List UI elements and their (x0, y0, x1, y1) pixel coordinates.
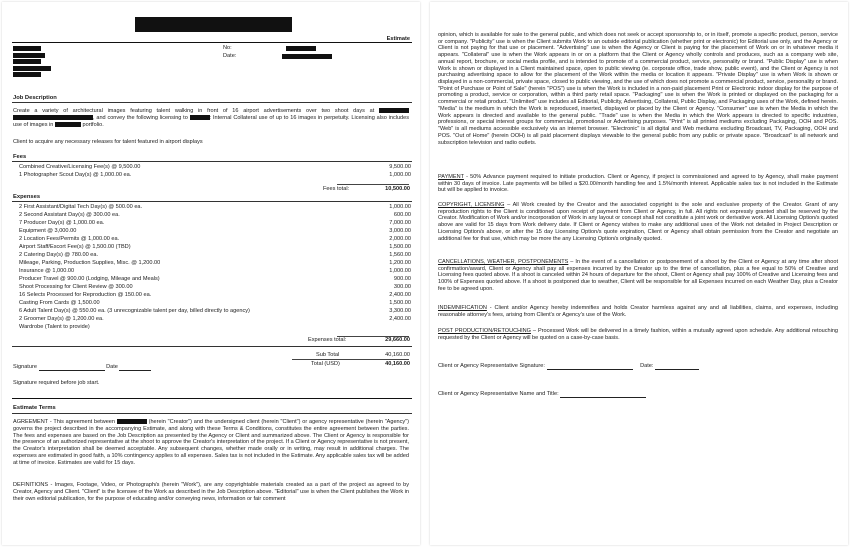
expenses-total-value: 29,660.00 (385, 337, 410, 343)
line-item (19, 276, 411, 284)
definitions-title: DEFINITIONS (13, 482, 49, 488)
client-address-redaction (13, 66, 51, 71)
line-item-amount: 1,500.00 (389, 244, 411, 250)
payment-title: PAYMENT (438, 174, 464, 180)
line-item-description: Equipment @ 3,000.00 (19, 228, 77, 234)
rep-name-field[interactable] (560, 392, 646, 398)
line-item (19, 252, 411, 260)
post-production-paragraph: POST PRODUCTION/RETOUCHING – Processed Work will be delivered in a timely fashion, within a mutually agreed upon schedule. Any additional retouching requested by the Client or Agency will be quoted on a case-by-case basis. (438, 328, 838, 341)
rep-signature-line (438, 363, 699, 370)
job-description-rule (12, 102, 412, 103)
signature-line (13, 364, 151, 371)
estimate-page-left (2, 2, 420, 545)
expenses-rule (12, 201, 412, 202)
line-item-amount: 2,400.00 (389, 292, 411, 298)
line-item-description: Insurance @ 1,000.00 (19, 268, 75, 274)
line-item-description: Shoot Processing for Client Review @ 300.00 (19, 284, 133, 290)
fees-total-label: Fees total: (323, 185, 350, 192)
expenses-total-label: Expenses total: (308, 337, 347, 343)
company-name-redaction (135, 17, 292, 32)
job-description-text: Create a variety of architectural images featuring talent walking in front of 16 airport advertisements over two shoot days at , and convey the following licensing to : Internal Collateral use of up to 16 images in perpetuity. Licensing also includes use of images in portfolio. (13, 108, 409, 128)
line-item-description: Combined Creative/Licensing Fee(s) @ 9,500.00 (19, 164, 141, 170)
agreement-paragraph: AGREEMENT - This agreement between (herein "Creator") and the undersigned client (herein "Client") or agency representative (herein "Agency") governs the project described in the accompanying Estimate, and along with these Terms & Conditions, constitutes the entire agreement between the parties. The fees and expenses are based on the Job Description as presented by the Agency or Client and summarized above. The Client or Agency is responsible for the presence of an authorized representative at the shoot to approve the Creator's interpretation of the project. If a Client or Agency representative is not present, the Creator's interpretation shall be deemed acceptable. Any subsequent changes, whether made orally or in writing, may result in additional charges. The expenses are estimated in good faith, a 10% contingency applies to all expenses. Sales tax is not included in the Estimate. Any applicable sales tax will be added at time of invoice. Estimates are valid for 15 days. (13, 419, 409, 466)
line-item (19, 172, 411, 180)
totals-rule (12, 346, 412, 347)
definitions-continued: opinion, which is available for sale to the general public, and which does not seek or accept sponsorship to, or in itself, promote a specific product, person, service or company. "Publicity" use is when the Client submits Work to an outside editorial publication (whether print or electronic) for Editorial use only, and the Agency or Client is not paying for that use or placement. "Advertising" use is when the Agency or Client is paying for the placement of Work on or in whatever media it appears. "Collateral" use is when the Work appears in or on a platform that the Client or Agency wholly controls and produces, such as a company web site, annual report, brochure, or social media profile, and is intended to promote of a commercial product, service, personality or brand. "Public Display" use is when Work is shown or displayed in a Client maintained space, open to public viewing (ie. corporate office, trade show, public event), and the Client or Agency is not purchasing advertising space to allow for the placement of the Work within the media or location it appears. "Private Display" use is when Work is shown or displayed in a non-commercial, private space, closed to public viewing, and the use of which does not promote a commercial product, service, personality or brand. "Point of Purchase or Point of Sale" (herein "POS") use is when the Work is included in a non-paid placement Print or Electronic indoor display for the purpose of promoting a product, service or corporation, within a third party retail space. "Packaging" use is when the Work is printed or displayed on the packaging for a commercial or retail product. "Unlimited" use includes all Editorial, Publicity, Advertising, Collateral, Public Display, and Packaging uses of the Work, defined herein. "Media" is the medium in which the Work is reproduced, inserted, displayed or placed by the Client or Agency. "Consumer" use is when the Media in which the Work appears is directed and available to the general public. "Trade" use is when the Media in which the Work appears is directed to specific industries, professions, or special interest groups for commercial, promotional or Advertising purposes. "Print" is all printed mediums excluding Packaging, OOH and POS. "Web" is all mediums accessible exclusively via an internet browser. "Electronic" is all digital and Web mediums excluding Broadcast, TV, Packaging, OOH and POS. "Out of Home" (herein OOH) is all paid placement displays viewable to the general public from any public or private space. "Broadcast" is all network and subscription television and radio outlets. (438, 32, 838, 146)
line-item-amount: 900.00 (393, 276, 411, 282)
line-item-amount: 1,500.00 (389, 300, 411, 306)
line-item-amount: 1,000.00 (389, 268, 411, 274)
terms-heading: Estimate Terms (13, 405, 56, 411)
line-item-amount: 2,000.00 (389, 236, 411, 242)
line-item (19, 212, 411, 220)
client-redaction (190, 115, 210, 120)
fees-heading: Fees (13, 154, 27, 160)
location-redaction (13, 115, 93, 120)
rep-date-field[interactable] (655, 364, 699, 370)
line-item-description: 1 Photographer Scout Day(s) @ 1,000.00 ea. (19, 171, 132, 178)
line-item-description: Producer Travel @ 900.00 (Lodging, Mileage and Meals) (19, 276, 160, 282)
rep-signature-field[interactable] (547, 364, 633, 370)
estimate-label: Estimate (386, 36, 410, 42)
line-item-description: 2 Groomer Day(s) @ 1,200.00 ea. (19, 316, 104, 322)
line-item-amount: 7,000.00 (389, 220, 411, 226)
line-item-description: Casting From Cards @ 1,500.00 (19, 300, 100, 306)
line-item (19, 164, 411, 172)
line-item (19, 284, 411, 292)
job-description-heading: Job Description (13, 95, 57, 101)
signature-field[interactable] (39, 365, 105, 371)
line-item (19, 236, 411, 244)
line-item-amount: 1,000.00 (389, 204, 411, 210)
client-address-redaction (13, 59, 41, 64)
client-address-redaction (13, 53, 45, 58)
line-item (19, 292, 411, 300)
cancellation-title: CANCELLATIONS, WEATHER, POSTPONEMENTS (438, 259, 569, 265)
estimate-no-label: No: (223, 45, 232, 51)
post-production-title: POST PRODUCTION/RETOUCHING (438, 328, 531, 334)
rep-date-label: Date: (640, 363, 654, 369)
indemnification-title: INDEMNIFICATION (438, 305, 487, 311)
line-item (19, 308, 411, 316)
job-description-note: Client to acquire any necessary releases for talent featured in airport displays (13, 139, 203, 145)
expenses-heading: Expenses (13, 194, 41, 200)
total-rule (292, 359, 409, 360)
signature-note: Signature required before job start. (13, 380, 100, 386)
copyright-paragraph: COPYRIGHT, LICENSING – All Work created by the Creator and the associated copyright is the sole and exclusive property of the Creator. Grant of any reproduction rights to the Client is conditioned upon receipt of payment from Client or Agency, in full. All rights not expressly granted shall be reserved by the Creator. Modification of Work and/or incorporation of Work in any layout or concept shall not constitute a joint work or derivative work. All Licensing Option/s quoted above are valid for 15 days from Work delivery date. If Client or Agency wishes to make any additional uses of the Work not detailed in Project Description or Licensing Option/s above, or after the 15 day Licensing Option/s quote expiration, Client or Agency shall obtain permission from the Creator and negotiate an additional fee for that use, which may be more the any Licensing Option/s originally quoted. (438, 202, 838, 242)
line-item-description: 2 Catering Day(s) @ 780.00 ea. (19, 252, 99, 258)
total-label: Total (USD) (311, 361, 340, 367)
rep-name-line (438, 391, 646, 398)
line-item-description: Airport Staff/Escort Fee(s) @ 1,500.00 (TBD) (19, 244, 131, 250)
line-item-amount: 600.00 (393, 212, 411, 218)
terms-top-rule (12, 398, 412, 399)
definitions-paragraph: DEFINITIONS - Images, Footage, Video, or Photograph/s (herein "Work"), are any copyrightable materials created as a part of the project as agreed to by Creator, Agency and Client. "Client" is the licensee of the Work as described in the Job Description above. "Editorial" use is when the Client publishes the Work in their own editorial publication, for the purpose of educating and/or conveying news, information or fair comment (13, 482, 409, 502)
line-item (19, 324, 411, 332)
payment-paragraph: PAYMENT - 50% Advance payment required to initiate production. Client or Agency, if project is commissioned and agreed to by Agency, shall make payment within 30 days of invoice. Late payments will be billed a $20.00/month handling fee and 1.5%/month interest. Applicable sales tax is not included in the Estimate but will be applied to invoice. (438, 174, 838, 194)
subtotal-label: Sub Total (316, 352, 340, 358)
client-address-redaction (13, 46, 41, 51)
location-redaction (379, 108, 409, 113)
signature-date-label: Date (106, 364, 118, 370)
subtotal-value: 40,160.00 (385, 352, 410, 358)
copyright-title: COPYRIGHT, LICENSING (438, 202, 505, 208)
indemnification-paragraph: INDEMNIFICATION - Client and/or Agency hereby indemnifies and holds Creator harmless against any and all liabilities, claims, and expenses, including reasonable attorney's fees, arising from Client's or Agency's use of the Work. (438, 305, 838, 318)
line-item (19, 316, 411, 324)
line-item (19, 204, 411, 212)
estimate-page-right (430, 2, 848, 545)
line-item (19, 228, 411, 236)
line-item-amount: 1,000.00 (389, 171, 411, 178)
line-item-amount: 300.00 (393, 284, 411, 290)
line-item (19, 268, 411, 276)
fees-total-value: 10,500.00 (385, 185, 410, 192)
line-item-description: 2 First Assistant/Digital Tech Day(s) @ 500.00 ea. (19, 204, 143, 210)
line-item-description: Mileage, Parking, Production Supplies, Misc. @ 1,200.00 (19, 260, 161, 266)
header-rule (12, 42, 412, 43)
fees-rule (12, 161, 412, 162)
signature-label: Signature (13, 364, 37, 370)
line-item-amount: 3,300.00 (389, 308, 411, 314)
agreement-title: AGREEMENT (13, 419, 49, 425)
terms-rule (12, 413, 412, 414)
rep-signature-label: Client or Agency Representative Signature: (438, 363, 545, 369)
creator-name-redaction (117, 419, 147, 424)
line-item-amount: 9,500.00 (389, 164, 411, 170)
line-item-description: Wardrobe (Talent to provide) (19, 324, 90, 330)
line-item-description: 6 Adult Talent Day(s) @ 550.00 ea. (3 unrecognizable talent per day, billed directly to agency) (19, 308, 250, 314)
line-item (19, 220, 411, 228)
estimate-date-label: Date: (223, 53, 237, 59)
estimate-date-redaction (282, 54, 332, 59)
line-item (19, 244, 411, 252)
client-address-redaction (13, 72, 41, 77)
client-redaction (55, 122, 81, 127)
signature-date-field[interactable] (119, 365, 151, 371)
line-item-amount: 2,400.00 (389, 316, 411, 322)
line-item-description: 16 Selects Processed for Reproduction @ 150.00 ea. (19, 292, 152, 298)
line-item (19, 300, 411, 308)
total-value: 40,160.00 (385, 361, 410, 367)
line-item-description: 2 Location Fees/Permits @ 1,000.00 ea. (19, 236, 120, 242)
line-item-amount: 1,200.00 (389, 260, 411, 266)
rep-name-label: Client or Agency Representative Name and Title: (438, 391, 559, 397)
cancellation-paragraph: CANCELLATIONS, WEATHER, POSTPONEMENTS – In the event of a cancellation or postponement of a shoot by the Client or Agency at any time after shoot confirmation/award, Client or Agency shall pay all expenses incurred by the Creator up to the time of cancellation, plus a fee equal to 50% of Creative and Licensing fees quoted above. If a shoot is canceled within 24 hours of departure for the shoot, Client or Agency shall pay 100% of Creative and Licensing fees and 100% of Expenses quoted above. If a shoot is postponed due to weather, Client will be responsible for all Expenses incurred on each Weather Day, plus a Creator fee to be agreed upon. (438, 259, 839, 292)
line-item-amount: 3,000.00 (389, 228, 411, 234)
line-item-amount: 1,560.00 (389, 252, 411, 258)
line-item (19, 260, 411, 268)
estimate-no-redaction (286, 46, 316, 51)
line-item-description: 2 Second Assistant Day(s) @ 300.00 ea. (19, 212, 120, 218)
line-item-description: 7 Producer Day(s) @ 1,000.00 ea. (19, 220, 105, 226)
